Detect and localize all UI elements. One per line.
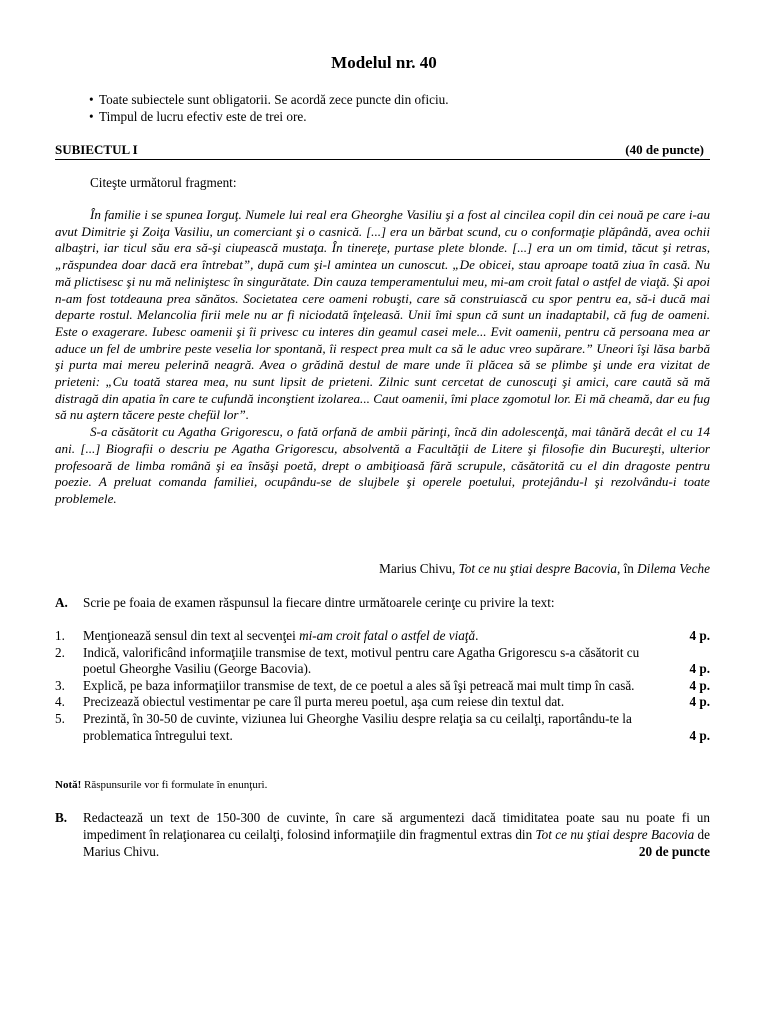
instruction-item: • Timpul de lucru efectiv este de trei ore.: [89, 109, 307, 124]
task-item: [55, 678, 710, 695]
task-points: 4 p.: [689, 727, 710, 743]
bullet-icon: •: [89, 109, 94, 124]
task-list: [55, 628, 710, 744]
instruction-item: • Toate subiectele sunt obligatorii. Se acordă zece puncte din oficiu.: [89, 92, 449, 107]
task-number: 4.: [55, 694, 65, 710]
task-number: 3.: [55, 677, 65, 693]
task-item: [55, 628, 710, 645]
task-number: 1.: [55, 628, 65, 643]
task-number: 2.: [55, 644, 65, 660]
section-b-label: B.: [55, 810, 68, 825]
text-fragment: [55, 207, 710, 508]
task-text: Precizează obiectul vestimentar pe care îl purta mereu poetul, aşa cum reiese din textul dat.: [83, 694, 565, 710]
bullet-icon: •: [89, 92, 94, 107]
task-text: Menţionează sensul din text al secvenţei mi-am croit fatal o astfel de viaţă.: [83, 628, 479, 643]
section-b-points: 20 de puncte: [638, 844, 710, 859]
task-points: 4 p.: [689, 628, 710, 643]
task-text: Indică, valorificând informaţiile transmise de text, motivul pentru care Agatha Grigorescu s-a căsătorit cu poetul Gheorghe Vasiliu (George Bacovia).: [83, 644, 640, 677]
task-item: [55, 694, 710, 711]
task-text: Explică, pe baza informaţiilor transmise de text, de ce poetul a ales să îşi petreacă mai mult timp în casă.: [83, 677, 635, 693]
note-label: Notă!: [55, 779, 82, 791]
section-header: [55, 142, 710, 160]
note-text: Răspunsurile vor fi formulate în enunţuri.: [81, 779, 268, 791]
reading-instruction: Citeşte următorul fragment:: [90, 175, 237, 190]
section-label: SUBIECTUL I: [55, 142, 138, 157]
section-points: (40 de puncte): [625, 142, 704, 157]
instructions-list: [89, 91, 449, 125]
task-points: 4 p.: [689, 677, 710, 693]
page-title: Modelul nr. 40: [331, 53, 437, 72]
fragment-paragraph: În familie i se spunea Iorguţ. Numele lui real era Gheorghe Vasiliu şi a fost al cincilea copil din cei nouă pe care i-au avut Dimitrie şi Zoiţa Vasiliu, un comerciant şi o casnică. [...] era un bărbat scund, cu o conformaţie plăpândă, avea ochii albaştri, iar ticul său era să-şi ciupească mustaţa. În tinereţe, purtase plete blonde. [...] era un om timid, tăcut şi retras, „răspundea doar dacă era întrebat”, după cum şi-l amintea un cunoscut. „De obicei, stau aproape toată ziua în casă. Nu mă plictisesc şi nu mă neliniştesc în singurătate. Din cauza temperamentului meu, mi-am croit fatal o astfel de viaţă. Şi apoi n-am fost totdeauna prea sănătos. Societatea cere oameni robuşti, care să construiască cu spor pentru ea, să-i ducă mai departe rostul. Melancolia firii mele nu ar fi niciodată înţeleasă. Unii îmi spun că sunt un inadaptabil, că fug de oameni. Este o exagerare. Iubesc oamenii şi îi privesc cu interes din geamul casei mele... Evit oamenii, pentru că persoana mea ar aduce un fel de umbrire peste veselia lor spontană, îi respect prea mult ca să le aduc vreo supărare.” Uneori îşi lăsa barbă şi purta mai mereu pelerină neagră. Avea o grădină destul de mare unde îi plăcea să se plimbe şi unde era vizitat de prieteni: „Cu toată starea mea, nu sunt lipsit de prieteni. Zilnic sunt cercetat de cunoscuţi şi amici, care caută să mă distragă din apatia în care te cufundă inconştient izolarea... Caut oamenii, îmi place zgomotul lor. Ei mă cheamă, dar eu fug să nu aştern tăcere peste chefül lor”.: [55, 207, 710, 423]
section-a-text: Scrie pe foaia de examen răspunsul la fiecare dintre următoarele cerinţe cu privire la text:: [83, 595, 555, 610]
source-citation: Marius Chivu, Tot ce nu ştiai despre Bacovia, în Dilema Veche: [379, 561, 710, 576]
task-item: [55, 645, 710, 678]
section-a-label: A.: [55, 595, 68, 610]
task-number: 5.: [55, 710, 65, 726]
note: [55, 779, 267, 791]
task-points: 4 p.: [689, 694, 710, 710]
section-b-text: Redactează un text de 150-300 de cuvinte, în care să argumentezi dacă timiditatea poate sau nu poate fi un impediment în relaţionarea cu ceilalţi, folosind informaţiile din fragmentul extras din Tot ce nu ştiai despre Bacovia de Marius Chivu.: [83, 810, 711, 859]
task-item: [55, 711, 710, 744]
section-b: [55, 809, 710, 860]
task-points: 4 p.: [689, 661, 710, 677]
fragment-paragraph: S-a căsătorit cu Agatha Grigorescu, o fată orfană de ambii părinţi, încă din adolescenţă, mai tânără decât el cu 14 ani. [...] Biografii o descriu pe Agatha Grigorescu, absolventă a Facultăţii de Litere şi filosofie din Bucureşti, ulterior profesoară de limba română şi ea însăşi poetă, drept o ambiţioasă fără scrupule, căsătorită cu el din dragoste pentru poezie. A preluat comanda familiei, ocupându-se de slujbele şi operele poetului, protejându-l şi rezolvându-i toate problemele.: [55, 424, 710, 506]
task-text: Prezintă, în 30-50 de cuvinte, viziunea lui Gheorghe Vasiliu despre relaţia sa cu ceilalţi, raportându-te la problematica întregului text.: [83, 710, 632, 743]
